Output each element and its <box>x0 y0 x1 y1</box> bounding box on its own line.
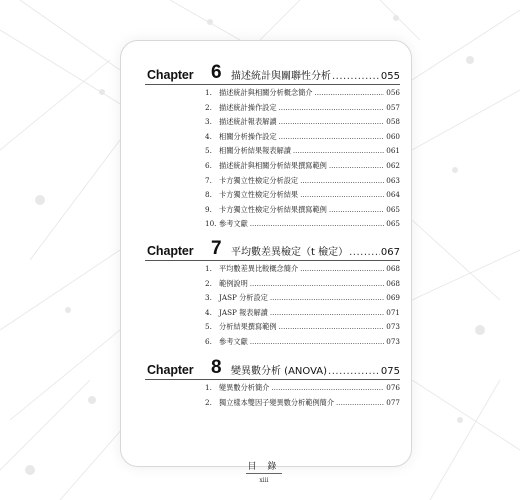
entry-number: 1. <box>205 383 212 392</box>
entry-title: 獨立樣本雙因子變異數分析範例簡介 <box>219 397 335 407</box>
chapter-label: Chapter <box>147 68 194 82</box>
toc-entry[interactable] <box>145 279 400 294</box>
entry-title: 卡方獨立性檢定分析結果撰寫範例 <box>219 204 327 214</box>
leader-dots <box>332 71 380 82</box>
entry-title: 卡方獨立性檢定分析設定 <box>219 175 299 185</box>
entry-number: 1. <box>205 88 212 97</box>
leader-dots <box>329 205 384 214</box>
entry-number: 6. <box>205 336 212 346</box>
toc-entry[interactable] <box>145 161 400 176</box>
entry-number: 6. <box>205 160 212 170</box>
entry-title: 描述統計與相關分析結果撰寫範例 <box>219 160 327 170</box>
leader-dots <box>250 219 385 228</box>
entry-page: 065 <box>386 219 400 229</box>
leader-dots <box>314 88 384 97</box>
footer-page-number: xiii <box>259 477 269 484</box>
entry-page: 061 <box>386 146 400 156</box>
chapter-page: 067 <box>380 247 400 258</box>
toc-entry[interactable] <box>145 398 400 413</box>
chapter-title: 變異數分析 (ANOVA) <box>231 366 328 377</box>
entry-number: 5. <box>205 146 212 156</box>
entry-title: 平均數差異比較概念簡介 <box>219 264 299 273</box>
chapter-8-section <box>145 358 400 412</box>
chapter-title: 描述統計與關聯性分析 <box>231 71 331 82</box>
chapter-title-line[interactable] <box>231 67 400 82</box>
leader-dots <box>271 383 384 392</box>
section-list <box>145 88 400 234</box>
toc-entry[interactable] <box>145 88 400 103</box>
entry-title: 描述統計與相關分析概念簡介 <box>219 88 313 97</box>
leader-dots <box>279 103 385 112</box>
toc-entry[interactable] <box>145 219 400 234</box>
toc-entry[interactable] <box>145 322 400 337</box>
chapter-title-line[interactable] <box>231 243 400 258</box>
entry-title: 卡方獨立性檢定分析結果 <box>219 190 299 200</box>
entry-page: 057 <box>386 102 400 112</box>
chapter-heading <box>145 63 400 85</box>
entry-number: 4. <box>205 131 212 141</box>
leader-dots <box>300 176 384 185</box>
toc-entry[interactable] <box>145 205 400 220</box>
entry-number: 7. <box>205 175 212 185</box>
entry-title: 描述統計操作設定 <box>219 102 277 112</box>
chapter-title: 平均數差異檢定（t 檢定） <box>231 247 349 258</box>
entry-page: 068 <box>386 264 400 273</box>
chapter-number: 6 <box>211 62 222 83</box>
entry-title: 相關分析結果報表解讀 <box>219 146 291 156</box>
entry-page: 058 <box>386 117 400 127</box>
leader-dots <box>270 293 384 302</box>
entry-title: 變異數分析簡介 <box>219 383 270 392</box>
chapter-number: 7 <box>211 238 222 259</box>
entry-page: 076 <box>386 383 400 392</box>
toc-entry[interactable] <box>145 132 400 147</box>
toc-entry[interactable] <box>145 308 400 323</box>
toc-entry[interactable] <box>145 190 400 205</box>
chapter-label: Chapter <box>147 363 194 377</box>
leader-dots <box>250 279 385 288</box>
leader-dots <box>300 264 384 273</box>
entry-number: 8. <box>205 190 212 200</box>
chapter-rule <box>145 84 400 85</box>
entry-title: 相關分析操作設定 <box>219 131 277 141</box>
leader-dots <box>279 117 385 126</box>
entry-number: 3. <box>205 117 212 127</box>
chapter-rule <box>145 379 400 380</box>
footer-rule <box>246 473 282 474</box>
entry-page: 077 <box>386 397 400 407</box>
entry-page: 063 <box>386 175 400 185</box>
chapter-7-section <box>145 239 400 352</box>
entry-title: 分析結果撰寫範例 <box>219 322 277 332</box>
entry-page: 064 <box>386 190 400 200</box>
chapter-heading <box>145 239 400 261</box>
chapter-number: 8 <box>211 357 222 378</box>
entry-page: 065 <box>386 204 400 214</box>
entry-number: 3. <box>205 293 212 303</box>
toc-entry[interactable] <box>145 103 400 118</box>
entry-page: 073 <box>386 322 400 332</box>
entry-page: 071 <box>386 307 400 317</box>
entry-number: 4. <box>205 307 212 317</box>
entry-number: 9. <box>205 204 212 214</box>
leader-dots <box>250 337 385 346</box>
toc-entry[interactable] <box>145 176 400 191</box>
leader-dots <box>328 366 380 377</box>
chapter-heading <box>145 358 400 380</box>
entry-number: 5. <box>205 322 212 332</box>
entry-page: 068 <box>386 278 400 288</box>
entry-title: 參考文獻 <box>219 219 248 229</box>
chapter-label: Chapter <box>147 244 194 258</box>
toc-entry[interactable] <box>145 293 400 308</box>
entry-page: 060 <box>386 131 400 141</box>
footer-section-title: 目 錄 <box>247 462 281 472</box>
leader-dots <box>279 322 385 331</box>
toc-card <box>120 40 412 467</box>
section-list <box>145 383 400 412</box>
leader-dots <box>349 247 380 258</box>
leader-dots <box>336 398 384 407</box>
entry-title: 描述統計報表解讀 <box>219 117 277 127</box>
entry-title: JASP 分析設定 <box>219 293 268 303</box>
leader-dots <box>293 146 384 155</box>
entry-page: 056 <box>386 88 400 97</box>
leader-dots <box>329 161 384 170</box>
toc-entry[interactable] <box>145 383 400 398</box>
entry-page: 069 <box>386 293 400 303</box>
section-list <box>145 264 400 352</box>
leader-dots <box>279 132 385 141</box>
chapter-title-line[interactable] <box>231 362 400 377</box>
leader-dots <box>270 308 384 317</box>
toc-entry[interactable] <box>145 264 400 279</box>
entry-page: 062 <box>386 160 400 170</box>
toc-entry[interactable] <box>145 117 400 132</box>
entry-title: JASP 報表解讀 <box>219 307 268 317</box>
toc-entry[interactable] <box>145 337 400 352</box>
leader-dots <box>300 190 384 199</box>
entry-number: 2. <box>205 278 212 288</box>
toc-entry[interactable] <box>145 146 400 161</box>
entry-number: 2. <box>205 102 212 112</box>
chapter-rule <box>145 260 400 261</box>
entry-page: 073 <box>386 336 400 346</box>
chapter-6-section <box>145 63 400 234</box>
entry-title: 範例說明 <box>219 278 248 288</box>
chapter-page: 055 <box>380 71 400 82</box>
entry-number: 1. <box>205 264 212 273</box>
entry-number: 2. <box>205 397 212 407</box>
chapter-page: 075 <box>380 366 400 377</box>
entry-title: 參考文獻 <box>219 336 248 346</box>
entry-number: 10. <box>205 219 217 229</box>
